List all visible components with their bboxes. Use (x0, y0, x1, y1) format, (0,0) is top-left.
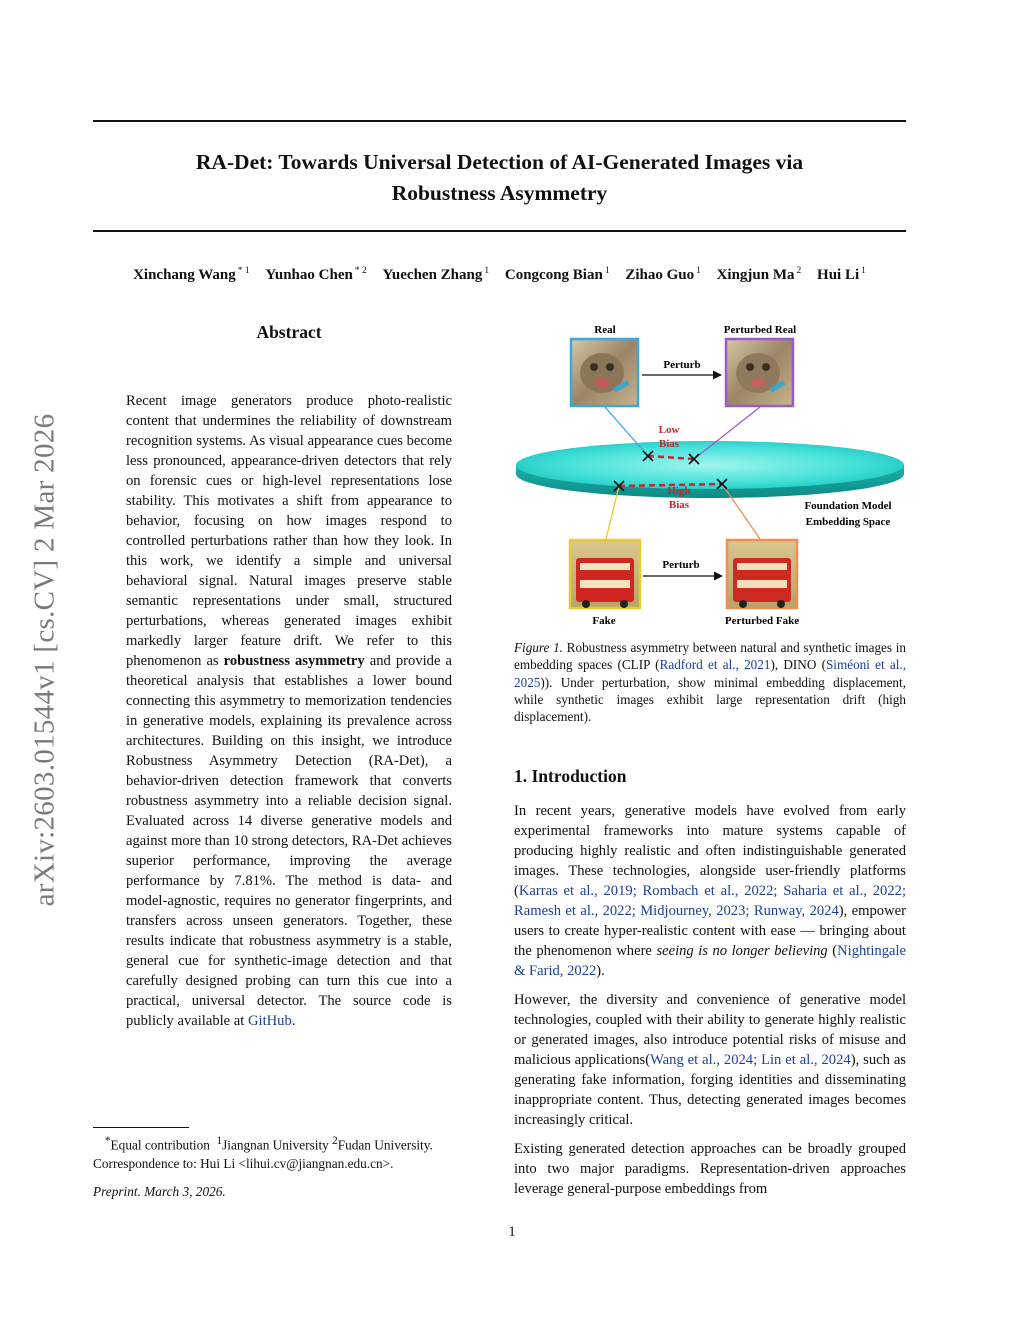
abstract-bold-term: robustness asymmetry (223, 653, 365, 669)
section-heading-introduction: 1. Introduction (514, 766, 627, 786)
label-perturb-bottom: Perturb (662, 559, 700, 571)
embedding-space-disk (516, 441, 904, 498)
citation-link[interactable]: Wang et al., 2024; Lin et al., 2024 (650, 1052, 851, 1068)
intro-paragraph: However, the diversity and convenience of generative model technologies, coupled with their ability to generate highly realistic or generated images, also introduce potential risks of misuse and malicious applications(Wang et al., 2024; Lin et al., 2024), such as generating fake information, forging identities and disseminating inappropriate content. Thus, detecting generated images becomes increasingly critical. (514, 992, 906, 1128)
author: Xinchang Wang $^{* 1}$ (133, 266, 250, 283)
label-fake: Fake (592, 615, 616, 627)
label-real: Real (594, 324, 616, 336)
intro-paragraph: In recent years, generative models have evolved from early experimental frameworks into mature systems capable of producing highly realistic and often indistinguishable generated images. These technologies, alongside user-friendly platforms (Karras et al., 2019; Rombach et al., 2022; Saharia et al., 2022; Ramesh et al., 2022; Midjourney, 2023; Runway, 2024), empower users to create hyper-realistic content with ease — bringing about the phenomenon where seeing is no longer believing (Nightingale & Farid, 2022). (514, 803, 907, 979)
correspondence: Correspondence to: Hui Li <lihui.cv@jiangnan.edu.cn>. (93, 1155, 394, 1171)
label-perturbed-real: Perturbed Real (723, 324, 797, 336)
citation-link[interactable]: Radford et al., 2021 (659, 657, 771, 673)
title-line-2: Robustness Asymmetry (391, 181, 608, 205)
citation-link[interactable]: Karras et al., 2019; Rombach et al., 2022; Saharia et al., 2022; Ramesh et al., 2022; Midjourney, 2023; Runway, 2024 (514, 883, 906, 919)
author: Yunhao Chen $^{* 2}$ (265, 266, 367, 283)
author: Zihao Guo $^1$ (625, 266, 701, 283)
figure-1-caption: Figure 1. Robustness asymmetry between natural and synthetic images in embedding spaces (CLIP (Radford et al., 2021), DINO (Siméoni et al., 2025)). Under perturbation, show minimal embedding displacement, while synthetic images exhibit large representation drift (high displacement). (514, 640, 907, 725)
citation-link[interactable]: Nightingale & Farid, 2022 (514, 943, 907, 979)
label-high-bias-1: High (667, 485, 691, 497)
title-line-1: RA-Det: Towards Universal Detection of AI-Generated Images via (195, 150, 804, 174)
intro-paragraph: Existing generated detection approaches can be broadly grouped into two major paradigms. Representation-driven approaches leverage general-purpose embeddings from (514, 1141, 906, 1197)
author: Congcong Bian $^1$ (504, 266, 610, 283)
github-link[interactable]: GitHub (247, 1013, 292, 1029)
paper-title (93, 147, 906, 209)
title-bottom-rule (93, 230, 906, 232)
arxiv-stamp (20, 370, 70, 950)
author: Yuechen Zhang $^1$ (382, 266, 490, 283)
title-top-rule (93, 120, 906, 122)
introduction-body (514, 801, 906, 1208)
real-cat-image (571, 339, 638, 406)
abstract-paragraph: Recent image generators produce photo-realistic content that undermines the reliability of downstream recognition systems. As visual appearance cues become less pronounced, appearance-driven detectors that rely on forensic cues or high-level representations lose stability. This motivates a shift from appearance to behavior, focusing on how images respond to controlled perturbations rather than how they look. In this work, we identify a simple and universal behavioral signal. Natural images preserve stable semantic representations under small, structured perturbations, whereas generated images exhibit markedly larger feature drift. We refer to this phenomenon as robustness asymmetry and provide a theoretical analysis that establishes a lower bound connecting this asymmetry to memorization tendencies in generative models, explaining its prevalence across architectures. Building on this insight, we introduce Robustness Asymmetry Detection (RA-Det), a behavior-driven detection framework that converts robustness asymmetry into a reliable decision signal. Evaluated across 14 diverse generative models and against more than 10 strong detectors, RA-Det achieves superior performance, improving the average performance by 7.81%. The method is data- and model-agnostic, requires no generator fingerprints, and transfers across unseen generators. Together, these results indicate that robustness asymmetry is a stable, general cue for synthetic-image detection and that carefully designed probing can turn this cue into a practical, universal detector. The source code is publicly available at GitHub. (126, 393, 452, 1029)
author: Xingjun Ma $^2$ (716, 266, 802, 283)
footnote-rule (93, 1127, 189, 1128)
label-foundation-model: Foundation Model (804, 500, 892, 512)
preprint-note: Preprint. March 3, 2026. (93, 1184, 226, 1199)
abstract-heading: Abstract (256, 322, 322, 342)
label-high-bias-2: Bias (668, 499, 690, 511)
figure-1-diagram (510, 318, 910, 630)
perturbed-fake-bus-image (727, 540, 797, 608)
footnote: *Equal contribution $^1$Jiangnan University $^2$Fudan University. Correspondence to: Hui Li <lihui.cv@jiangnan.edu.cn>. (93, 1132, 493, 1173)
perturbed-real-cat-image (726, 339, 793, 406)
label-low-bias-1: Low (658, 424, 680, 436)
label-perturb-top: Perturb (663, 359, 701, 371)
arxiv-id: arXiv:2603.01544v1 [cs.CV] 2 Mar 2026 (28, 413, 61, 907)
caption-label: Figure 1. (514, 640, 563, 655)
label-perturbed-fake: Perturbed Fake (724, 615, 800, 627)
author: Hui Li $^1$ (817, 266, 866, 283)
citation-link[interactable]: Siméoni et al., 2025 (514, 657, 907, 690)
label-low-bias-2: Bias (658, 438, 680, 450)
author-list (93, 266, 906, 284)
page-number: 1 (508, 1224, 516, 1240)
fake-bus-image (570, 540, 640, 608)
label-embedding-space: Embedding Space (805, 516, 891, 528)
abstract-body (126, 391, 452, 1031)
